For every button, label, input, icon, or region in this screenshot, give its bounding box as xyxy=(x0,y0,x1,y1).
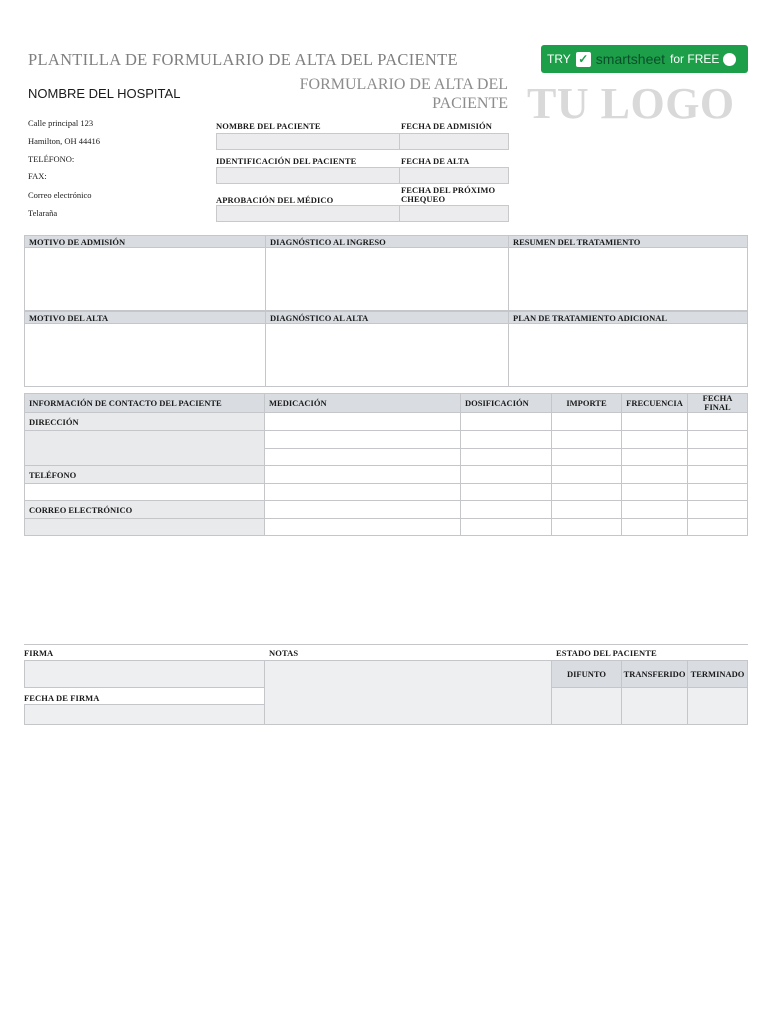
amount-cell[interactable] xyxy=(551,448,622,466)
signature-date-label: FECHA DE FIRMA xyxy=(24,693,100,703)
doctor-approval-field[interactable] xyxy=(216,205,400,222)
footer-divider xyxy=(24,644,748,645)
discharge-date-field[interactable] xyxy=(399,167,509,184)
contact-header: INFORMACIÓN DE CONTACTO DEL PACIENTE xyxy=(24,393,265,413)
email-label: CORREO ELECTRÓNICO xyxy=(24,500,265,519)
frequency-cell[interactable] xyxy=(621,483,688,501)
frequency-cell[interactable] xyxy=(621,430,688,449)
address-phone: TELÉFONO: xyxy=(28,154,75,164)
admission-date-label: FECHA DE ADMISIÓN xyxy=(401,121,492,131)
frequency-cell[interactable] xyxy=(621,448,688,466)
additional-plan-field[interactable] xyxy=(508,323,748,387)
cta-brand-label: smartsheet xyxy=(595,51,666,67)
amount-cell[interactable] xyxy=(551,465,622,484)
page-title: PLANTILLA DE FORMULARIO DE ALTA DEL PACIENTE xyxy=(28,50,458,69)
notes-field[interactable] xyxy=(264,660,552,725)
next-checkup-field[interactable] xyxy=(399,205,509,222)
end-date-cell[interactable] xyxy=(687,412,748,431)
amount-cell[interactable] xyxy=(551,483,622,501)
admission-reason-header: MOTIVO DE ADMISIÓN xyxy=(24,235,266,248)
dosage-cell[interactable] xyxy=(460,412,552,431)
dosage-cell[interactable] xyxy=(460,483,552,501)
frequency-cell[interactable] xyxy=(621,465,688,484)
medication-cell[interactable] xyxy=(264,430,461,449)
hospital-name: NOMBRE DEL HOSPITAL xyxy=(28,86,181,101)
status-transferred[interactable]: TRANSFERIDO xyxy=(621,660,688,688)
signature-field[interactable] xyxy=(24,660,265,688)
admission-reason-field[interactable] xyxy=(24,247,266,311)
dosage-cell[interactable] xyxy=(460,465,552,484)
end-date-cell[interactable] xyxy=(687,448,748,466)
end-date-header: FECHA FINAL xyxy=(687,393,748,413)
address-fax: FAX: xyxy=(28,171,47,181)
patient-id-label: IDENTIFICACIÓN DEL PACIENTE xyxy=(216,156,357,166)
logo-placeholder: TU LOGO xyxy=(527,79,735,128)
notes-label: NOTAS xyxy=(269,648,299,658)
pointer-icon xyxy=(723,53,736,66)
medication-cell[interactable] xyxy=(264,518,461,536)
patient-id-field[interactable] xyxy=(216,167,400,184)
amount-cell[interactable] xyxy=(551,412,622,431)
cta-free-label: for FREE xyxy=(670,52,720,66)
status-terminated[interactable]: TERMINADO xyxy=(687,660,748,688)
end-date-cell[interactable] xyxy=(687,518,748,536)
status-terminated-field[interactable] xyxy=(687,687,748,725)
end-date-cell[interactable] xyxy=(687,483,748,501)
frequency-cell[interactable] xyxy=(621,518,688,536)
status-deceased[interactable]: DIFUNTO xyxy=(551,660,622,688)
status-deceased-field[interactable] xyxy=(551,687,622,725)
medication-cell[interactable] xyxy=(264,483,461,501)
amount-header: IMPORTE xyxy=(551,393,622,413)
address-label: DIRECCIÓN xyxy=(24,412,265,431)
treatment-summary-field[interactable] xyxy=(508,247,748,311)
discharge-date-label: FECHA DE ALTA xyxy=(401,156,470,166)
email-field[interactable] xyxy=(24,518,265,536)
medication-cell[interactable] xyxy=(264,465,461,484)
signature-date-field[interactable] xyxy=(24,704,265,725)
patient-status-label: ESTADO DEL PACIENTE xyxy=(556,648,657,658)
dosage-cell[interactable] xyxy=(460,448,552,466)
phone-label: TELÉFONO xyxy=(24,465,265,484)
medication-header: MEDICACIÓN xyxy=(264,393,461,413)
address-street: Calle principal 123 xyxy=(28,118,94,128)
amount-cell[interactable] xyxy=(551,500,622,519)
medication-cell[interactable] xyxy=(264,412,461,431)
signature-label: FIRMA xyxy=(24,648,54,658)
discharge-reason-field[interactable] xyxy=(24,323,266,387)
medication-cell[interactable] xyxy=(264,500,461,519)
admission-diagnosis-header: DIAGNÓSTICO AL INGRESO xyxy=(265,235,509,248)
frequency-header: FRECUENCIA xyxy=(621,393,688,413)
doctor-approval-label: APROBACIÓN DEL MÉDICO xyxy=(216,195,334,205)
next-checkup-label: FECHA DEL PRÓXIMO CHEQUEO xyxy=(401,185,496,204)
address-web: Telaraña xyxy=(28,208,58,218)
amount-cell[interactable] xyxy=(551,518,622,536)
dosage-header: DOSIFICACIÓN xyxy=(460,393,552,413)
patient-name-field[interactable] xyxy=(216,133,400,150)
additional-plan-header: PLAN DE TRATAMIENTO ADICIONAL xyxy=(508,311,748,324)
patient-name-label: NOMBRE DEL PACIENTE xyxy=(216,121,321,131)
frequency-cell[interactable] xyxy=(621,412,688,431)
dosage-cell[interactable] xyxy=(460,430,552,449)
end-date-cell[interactable] xyxy=(687,500,748,519)
address-field[interactable] xyxy=(24,430,265,466)
discharge-reason-header: MOTIVO DEL ALTA xyxy=(24,311,266,324)
address-email: Correo electrónico xyxy=(28,190,92,200)
treatment-summary-header: RESUMEN DEL TRATAMIENTO xyxy=(508,235,748,248)
dosage-cell[interactable] xyxy=(460,500,552,519)
address-city: Hamilton, OH 44416 xyxy=(28,136,101,146)
end-date-cell[interactable] xyxy=(687,465,748,484)
amount-cell[interactable] xyxy=(551,430,622,449)
discharge-diagnosis-field[interactable] xyxy=(265,323,509,387)
phone-field[interactable] xyxy=(24,483,265,501)
admission-diagnosis-field[interactable] xyxy=(265,247,509,311)
form-title: FORMULARIO DE ALTA DEL PACIENTE xyxy=(299,76,508,112)
checkmark-icon: ✓ xyxy=(576,52,591,67)
dosage-cell[interactable] xyxy=(460,518,552,536)
discharge-diagnosis-header: DIAGNÓSTICO AL ALTA xyxy=(265,311,509,324)
try-smartsheet-button[interactable] xyxy=(541,45,748,73)
medication-cell[interactable] xyxy=(264,448,461,466)
cta-try-label: TRY xyxy=(547,52,571,66)
end-date-cell[interactable] xyxy=(687,430,748,449)
status-transferred-field[interactable] xyxy=(621,687,688,725)
admission-date-field[interactable] xyxy=(399,133,509,150)
frequency-cell[interactable] xyxy=(621,500,688,519)
